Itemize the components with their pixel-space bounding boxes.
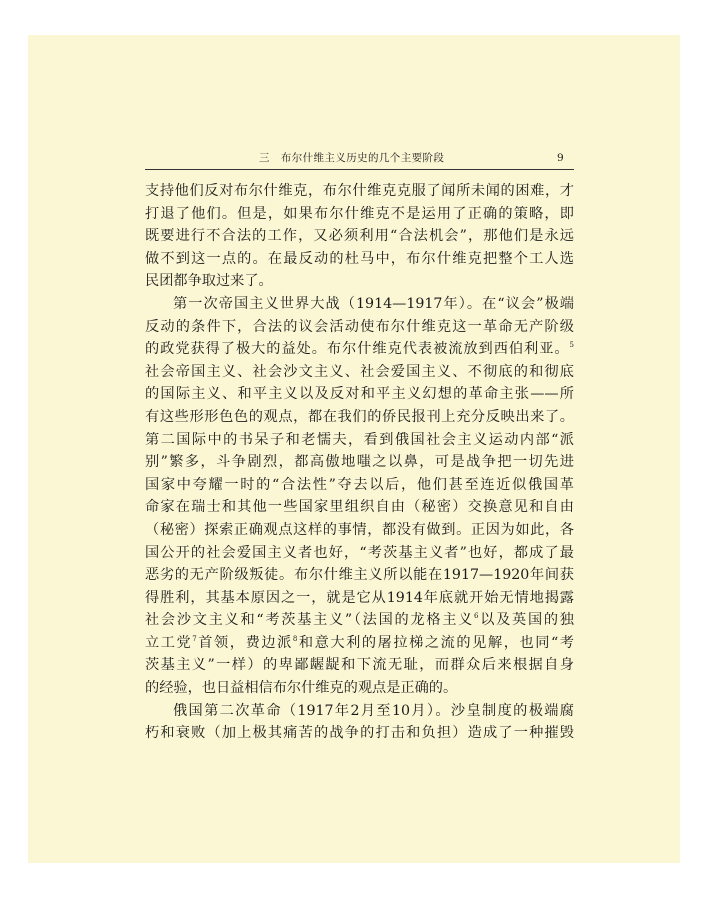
text-segment: 恶劣的无产阶级叛徒。布尔什维主义所以能在1917—1920年间获	[145, 567, 574, 584]
text-line	[145, 542, 574, 565]
text-line	[145, 722, 574, 745]
text-line	[145, 248, 574, 271]
text-segment: 有这些形形色色的观点，都在我们的侨民报刊上充分反映出来了。	[145, 408, 574, 425]
text-segment: 和意大利的屠拉梯之流的见解，也同“考	[297, 634, 574, 651]
text-segment: 支持他们反对布尔什维克，布尔什维克克服了闻所未闻的困难，才	[145, 183, 574, 199]
text-line	[145, 564, 574, 587]
text-line	[145, 180, 574, 203]
text-segment: 命家在瑞士和其他一些国家里组织自由（秘密）交换意见和自由	[145, 499, 574, 516]
text-segment: 既要进行不合法的工作，又必须利用“合法机会”，那他们是永远	[145, 228, 574, 245]
text-line	[145, 316, 574, 339]
text-segment: 以及英国的独	[478, 612, 574, 629]
text-segment: 社会帝国主义、社会沙文主义、社会爱国主义、不彻底的和彻底	[145, 363, 574, 380]
text-segment: 反动的条件下，合法的议会活动使布尔什维克这一革命无产阶级	[145, 318, 574, 335]
chapter-title: 三 布尔什维主义历史的几个主要阶段	[259, 152, 445, 164]
text-line	[145, 474, 574, 497]
text-line	[145, 361, 574, 384]
text-line	[145, 406, 574, 429]
text-line	[145, 225, 574, 248]
text-line	[145, 632, 574, 655]
text-segment: 做不到这一点的。在最反动的杜马中，布尔什维克把整个工人选	[145, 250, 574, 267]
text-segment: 第二国际中的书呆子和老懦夫，看到俄国社会主义运动内部“派	[145, 431, 574, 448]
text-segment: 朽和衰败（加上极其痛苦的战争的打击和负担）造成了一种摧毁	[145, 725, 574, 742]
text-segment: （秘密）探索正确观点这样的事情，都没有做到。正因为如此，各	[145, 521, 574, 538]
body-text	[145, 180, 574, 745]
text-segment: 民团都争取过来了。	[145, 273, 273, 290]
text-line	[145, 587, 574, 610]
text-line	[145, 519, 574, 542]
text-segment: 的国际主义、和平主义以及反对和平主义幻想的革命主张——所	[145, 386, 574, 403]
text-segment: 得胜利，其基本原因之一，就是它从1914年底就开始无情地揭露	[145, 589, 574, 606]
running-header	[145, 150, 574, 170]
text-segment: 茨基主义”一样）的卑鄙龌龊和下流无耻，而群众后来根据自身	[145, 657, 574, 674]
footnote-marker: 7	[192, 634, 197, 643]
text-segment: 国家中夸耀一时的“合法性”夺去以后，他们甚至连近似俄国革	[145, 476, 574, 493]
text-line	[145, 700, 574, 723]
text-line	[145, 451, 574, 474]
text-line	[145, 270, 574, 293]
footnote-marker: 6	[474, 612, 479, 621]
text-segment: 俄国第二次革命（1917年2月至10月）。沙皇制度的极端腐	[173, 702, 574, 719]
text-line	[145, 609, 574, 632]
page-number: 9	[557, 152, 564, 164]
text-segment: 第一次帝国主义世界大战（1914—1917年）。在“议会”极端	[173, 295, 574, 312]
text-line	[145, 383, 574, 406]
text-line	[145, 677, 574, 700]
text-line	[145, 654, 574, 677]
text-line	[145, 293, 574, 316]
text-segment: 首领，费边派	[196, 634, 293, 651]
footnote-marker: 8	[292, 634, 298, 643]
text-segment: 的政党获得了极大的益处。布尔什维克代表被流放到西伯利亚。	[145, 341, 570, 358]
text-line	[145, 203, 574, 226]
text-line	[145, 338, 574, 361]
text-segment: 的经验，也日益相信布尔什维克的观点是正确的。	[145, 680, 458, 697]
footnote-marker: 5	[569, 341, 574, 350]
text-line	[145, 429, 574, 452]
text-line	[145, 496, 574, 519]
text-segment: 国公开的社会爱国主义者也好，“考茨基主义者”也好，都成了最	[145, 544, 574, 561]
text-segment: 别”繁多，斗争剧烈，都高傲地嗤之以鼻，可是战争把一切先进	[145, 454, 574, 471]
text-segment: 社会沙文主义和“考茨基主义”（法国的龙格主义	[145, 612, 475, 629]
text-segment: 立工党	[145, 634, 193, 651]
text-segment: 打退了他们。但是，如果布尔什维克不是运用了正确的策略，即	[145, 205, 574, 222]
